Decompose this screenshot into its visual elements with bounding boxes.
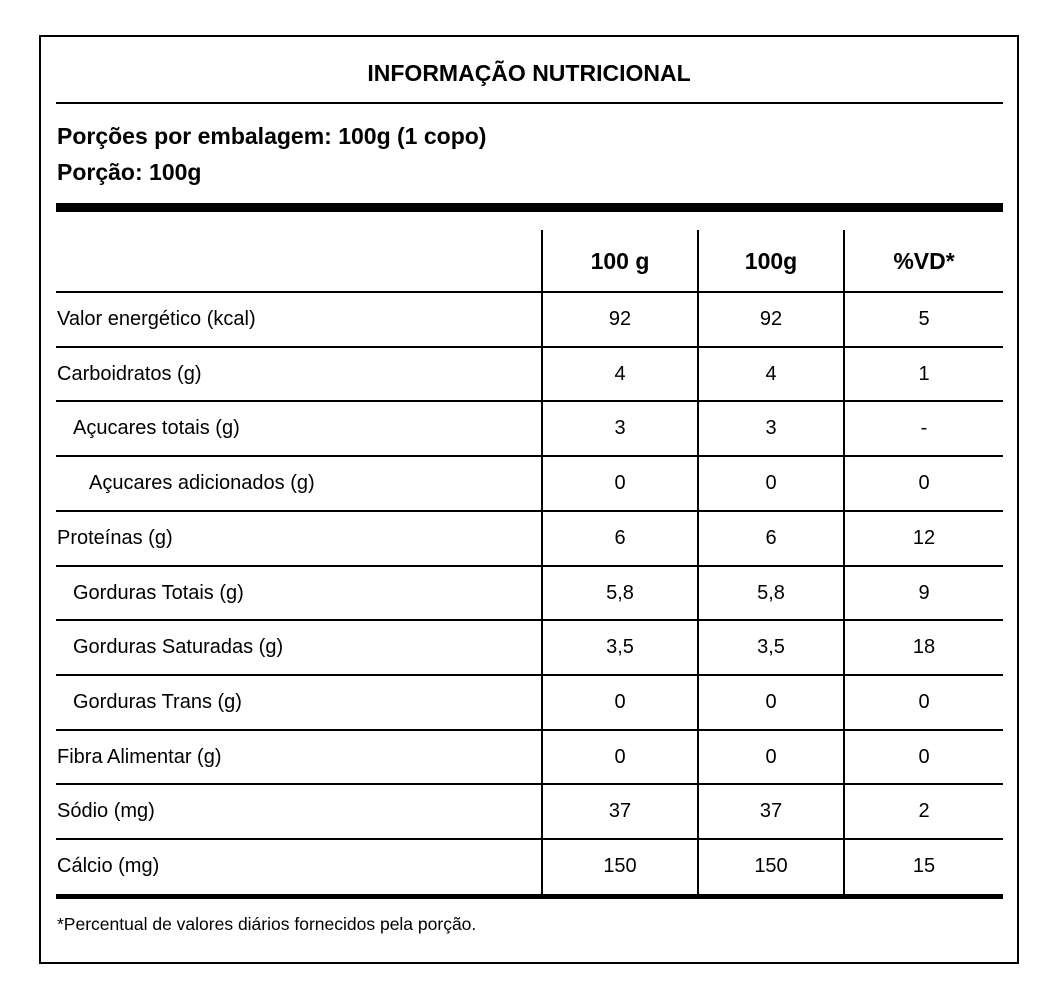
table-title: INFORMAÇÃO NUTRICIONAL xyxy=(367,60,691,86)
column-header: 100 g xyxy=(590,248,650,274)
nutrient-value: 0 xyxy=(614,472,626,495)
nutrient-value: 5 xyxy=(918,308,930,330)
serving-size: Porção: 100g xyxy=(57,159,202,185)
nutrient-value: 6 xyxy=(614,526,626,549)
nutrient-value: 6 xyxy=(765,526,777,549)
nutrient-value: 150 xyxy=(603,855,637,877)
column-separator xyxy=(843,230,845,894)
nutrient-value: 18 xyxy=(912,636,936,659)
nutrient-value: 0 xyxy=(918,472,930,495)
nutrient-value: 150 xyxy=(754,855,788,877)
footnote: *Percentual de valores diários fornecidos pela porção. xyxy=(57,914,477,934)
nutrient-label: Gorduras Totais (g) xyxy=(73,581,244,604)
nutrient-value: 3 xyxy=(614,417,626,440)
nutrient-value: 0 xyxy=(765,690,777,713)
column-header: %VD* xyxy=(893,248,955,274)
nutrient-value: 5,8 xyxy=(757,581,785,604)
nutrient-value: 15 xyxy=(912,855,936,877)
nutrient-value: 37 xyxy=(759,800,783,823)
nutrient-value: 0 xyxy=(614,745,626,768)
nutrient-value: 2 xyxy=(918,800,930,823)
nutrient-value: - xyxy=(920,417,928,440)
nutrient-value: 1 xyxy=(918,362,930,385)
nutrient-value: 0 xyxy=(765,745,777,768)
nutrient-value: 3 xyxy=(765,417,777,440)
nutrient-value: 92 xyxy=(759,308,783,330)
nutrient-label: Fibra Alimentar (g) xyxy=(57,745,222,768)
nutrient-value: 12 xyxy=(912,526,936,549)
column-header: 100g xyxy=(744,248,798,274)
nutrient-value: 4 xyxy=(614,362,626,385)
column-separator xyxy=(541,230,543,894)
nutrient-label: Gorduras Saturadas (g) xyxy=(73,636,284,659)
nutrient-value: 5,8 xyxy=(606,581,634,604)
nutrient-label: Carboidratos (g) xyxy=(57,362,202,385)
nutrient-label: Valor energético (kcal) xyxy=(57,308,256,330)
nutrient-value: 4 xyxy=(765,362,777,385)
nutrient-value: 9 xyxy=(918,581,930,604)
nutrient-value: 3,5 xyxy=(606,636,634,659)
header-thick-divider xyxy=(56,203,1003,212)
nutrient-value: 3,5 xyxy=(757,636,785,659)
nutrient-value: 92 xyxy=(608,308,632,330)
nutrient-label: Sódio (mg) xyxy=(57,800,155,823)
servings-per-package: Porções por embalagem: 100g (1 copo) xyxy=(57,123,487,149)
nutrient-label: Açucares totais (g) xyxy=(73,417,240,440)
nutrient-label: Gorduras Trans (g) xyxy=(73,690,242,713)
nutrient-label: Proteínas (g) xyxy=(57,526,173,549)
column-separator xyxy=(697,230,699,894)
nutrient-label: Açucares adicionados (g) xyxy=(89,472,315,495)
title-divider xyxy=(56,102,1003,104)
nutrient-value: 0 xyxy=(614,690,626,713)
nutrient-value: 0 xyxy=(918,745,930,768)
nutrient-value: 37 xyxy=(608,800,632,823)
nutrient-value: 0 xyxy=(765,472,777,495)
table-bottom-divider xyxy=(56,894,1003,899)
nutrient-value: 0 xyxy=(918,690,930,713)
nutrient-label: Cálcio (mg) xyxy=(57,855,160,877)
